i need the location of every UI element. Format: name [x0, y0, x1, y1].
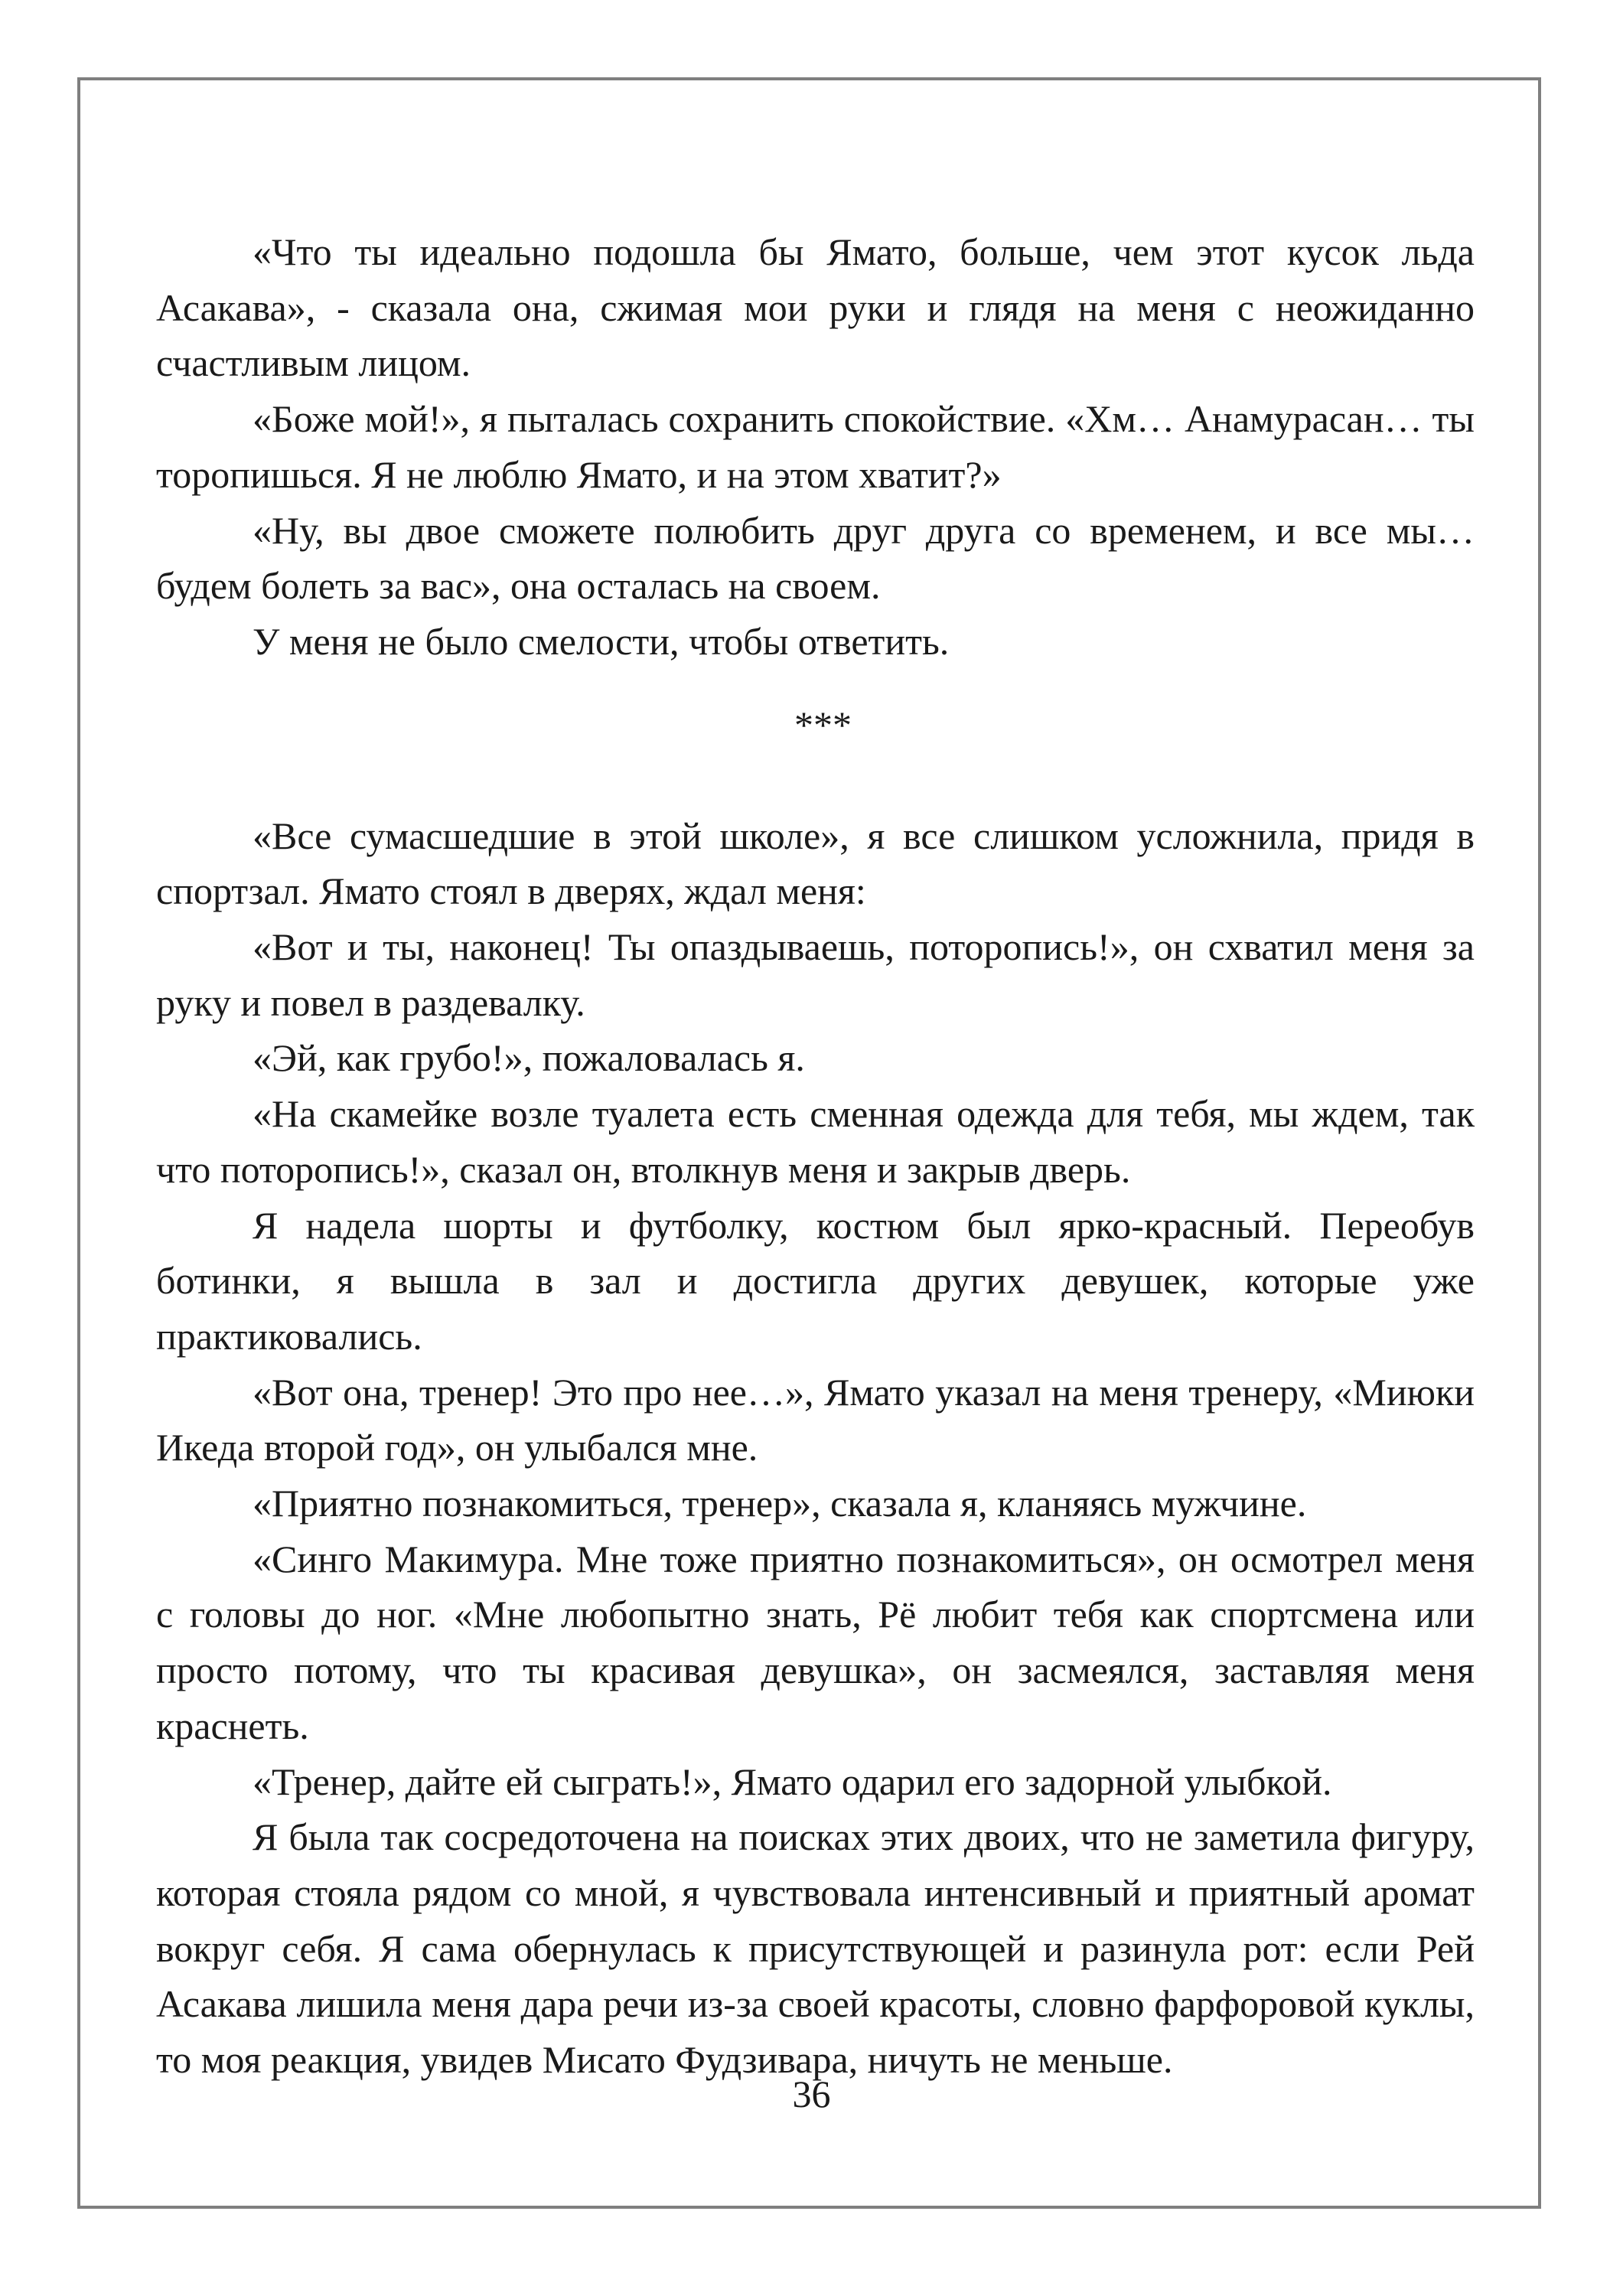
page-number: 36 — [792, 2073, 831, 2115]
paragraph: «Ну, вы двое сможете полюбить друг друга со временем, и все мы… будем болеть за вас», она осталась на своем. — [156, 508, 1475, 608]
paragraph: «На скамейке возле туалета есть сменная одежда для тебя, мы ждем, так что поторопись!», сказал он, втолкнув меня и закрыв дверь. — [156, 1092, 1475, 1191]
paragraph: «Вот и ты, наконец! Ты опаздываешь, поторопись!», он схватил меня за руку и повел в раздевалку. — [156, 925, 1475, 1024]
paragraph: «Приятно познакомиться, тренер», сказала я, кланяясь мужчине. — [253, 1482, 1307, 1525]
paragraph: Я была так сосредоточена на поисках этих двоих, что не заметила фигуру, которая стояла рядом со мной, я чувствовала интенсивный и приятный аромат вокруг себя. Я сама обернулась к присутствующей и разинула рот: если Рей Асакава лишила меня дара речи из-за своей красоты, словно фарфоровой куклы, то моя реакция, увидев Мисато Фудзивара, ничуть не меньше. — [156, 1815, 1475, 2082]
section-before-separator — [156, 224, 1475, 670]
body-text — [156, 214, 1475, 2088]
paragraph: Я надела шорты и футболку, костюм был ярко-красный. Переобув ботинки, я вышла в зал и достигла других девушек, которые уже практиковались. — [156, 1203, 1475, 1358]
paragraph: «Эй, как грубо!», пожаловалась я. — [253, 1036, 805, 1080]
paragraph: «Вот она, тренер! Это про нее…», Ямато указал на меня тренеру, «Миюки Икеда второй год», он улыбался мне. — [156, 1370, 1475, 1469]
paragraph: «Боже мой!», я пыталась сохранить спокойствие. «Хм… Анамурасан… ты торопишься. Я не люблю Ямато, и на этом хватит?» — [156, 397, 1475, 496]
scene-separator: *** — [794, 703, 852, 746]
paragraph: «Тренер, дайте ей сыграть!», Ямато одарил его задорной улыбкой. — [253, 1760, 1332, 1803]
paragraph: У меня не было смелости, чтобы ответить. — [253, 619, 950, 663]
section-after-separator — [156, 808, 1475, 2088]
paragraph: «Что ты идеально подошла бы Ямато, больше, чем этот кусок льда Асакава», - сказала она, сжимая мои руки и глядя на меня с неожиданно счастливым лицом. — [156, 230, 1475, 385]
paragraph: «Синго Макимура. Мне тоже приятно познакомиться», он осмотрел меня с головы до ног. «Мне любопытно знать, Рё любит тебя как спортсмена или просто потому, что ты красивая девушка», он засмеялся, заставляя меня краснеть. — [156, 1537, 1475, 1747]
paragraph: «Все сумасшедшие в этой школе», я все слишком усложнила, придя в спортзал. Ямато стоял в дверях, ждал меня: — [156, 814, 1475, 913]
